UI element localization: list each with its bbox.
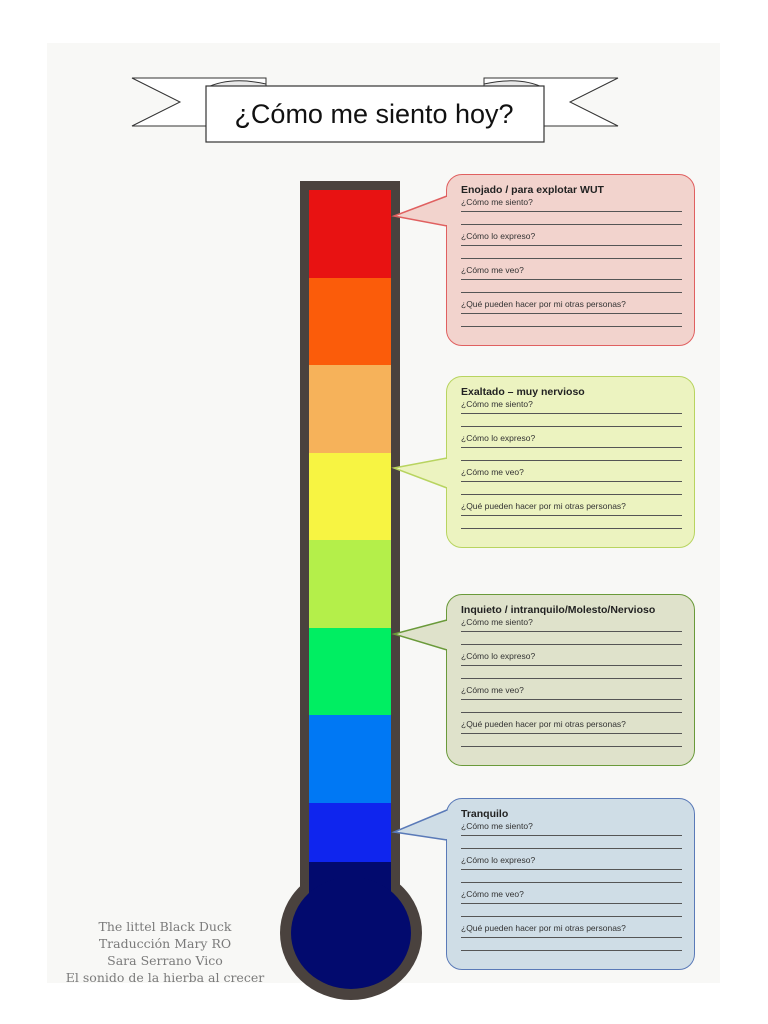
callout-pointer <box>394 376 454 548</box>
question-text: ¿Cómo me siento? <box>461 399 533 409</box>
callout-question <box>461 923 682 957</box>
answer-line[interactable] <box>461 211 682 212</box>
callout-question <box>461 821 682 855</box>
question-text: ¿Qué pueden hacer por mi otras personas? <box>461 923 626 933</box>
callout-question <box>461 299 682 333</box>
question-text: ¿Cómo me veo? <box>461 467 524 477</box>
question-text: ¿Cómo lo expreso? <box>461 433 536 443</box>
answer-line[interactable] <box>461 712 682 713</box>
question-text: ¿Qué pueden hacer por mi otras personas? <box>461 719 626 729</box>
answer-line[interactable] <box>461 528 682 529</box>
answer-line[interactable] <box>461 515 682 516</box>
question-text: ¿Cómo me siento? <box>461 197 533 207</box>
callout-question <box>461 651 682 685</box>
question-text: ¿Cómo me veo? <box>461 685 524 695</box>
credit-line: Sara Serrano Vico <box>107 953 223 968</box>
callout-heading: Enojado / para explotar WUT <box>461 184 604 196</box>
question-text: ¿Cómo me veo? <box>461 889 524 899</box>
credits <box>60 918 270 986</box>
answer-line[interactable] <box>461 937 682 938</box>
credit-line: El sonido de la hierba al crecer <box>65 970 265 985</box>
callout-question <box>461 719 682 753</box>
answer-line[interactable] <box>461 733 682 734</box>
answer-line[interactable] <box>461 426 682 427</box>
thermometer-segment <box>309 628 391 716</box>
callout-question <box>461 685 682 719</box>
callout-question <box>461 197 682 231</box>
question-text: ¿Cómo lo expreso? <box>461 651 536 661</box>
question-text: ¿Qué pueden hacer por mi otras personas? <box>461 299 626 309</box>
answer-line[interactable] <box>461 494 682 495</box>
question-text: ¿Cómo lo expreso? <box>461 855 536 865</box>
answer-line[interactable] <box>461 916 682 917</box>
answer-line[interactable] <box>461 903 682 904</box>
answer-line[interactable] <box>461 447 682 448</box>
question-text: ¿Qué pueden hacer por mi otras personas? <box>461 501 626 511</box>
answer-line[interactable] <box>461 631 682 632</box>
callout-heading: Exaltado – muy nervioso <box>461 386 585 398</box>
callout-box <box>446 174 695 346</box>
answer-line[interactable] <box>461 245 682 246</box>
page-title: ¿Cómo me siento hoy? <box>234 98 514 129</box>
answer-line[interactable] <box>461 292 682 293</box>
answer-line[interactable] <box>461 950 682 951</box>
answer-line[interactable] <box>461 313 682 314</box>
thermometer-segment <box>309 365 391 453</box>
answer-line[interactable] <box>461 413 682 414</box>
thermometer-segment <box>309 540 391 628</box>
question-text: ¿Cómo me siento? <box>461 617 533 627</box>
callout-pointer <box>394 798 454 970</box>
answer-line[interactable] <box>461 699 682 700</box>
credit-line: The littel Black Duck <box>98 919 232 934</box>
thermometer-segment <box>309 190 391 278</box>
callout-pointer <box>394 594 454 766</box>
callout-question <box>461 399 682 433</box>
callout-box <box>446 376 695 548</box>
answer-line[interactable] <box>461 848 682 849</box>
answer-line[interactable] <box>461 481 682 482</box>
callout-pointer <box>394 174 454 346</box>
question-text: ¿Cómo lo expreso? <box>461 231 536 241</box>
callout-box <box>446 594 695 766</box>
answer-line[interactable] <box>461 665 682 666</box>
thermometer-segment <box>309 453 391 541</box>
callout-box <box>446 798 695 970</box>
callout-heading: Inquieto / intranquilo/Molesto/Nervioso <box>461 604 656 616</box>
question-text: ¿Cómo me siento? <box>461 821 533 831</box>
answer-line[interactable] <box>461 258 682 259</box>
answer-line[interactable] <box>461 224 682 225</box>
thermometer-bulb <box>291 877 411 989</box>
answer-line[interactable] <box>461 869 682 870</box>
callout-question <box>461 855 682 889</box>
callout-heading: Tranquilo <box>461 808 509 820</box>
answer-line[interactable] <box>461 678 682 679</box>
callout-question <box>461 501 682 535</box>
callout-question <box>461 617 682 651</box>
answer-line[interactable] <box>461 460 682 461</box>
answer-line[interactable] <box>461 835 682 836</box>
answer-line[interactable] <box>461 644 682 645</box>
thermometer-segment <box>309 715 391 803</box>
answer-line[interactable] <box>461 882 682 883</box>
callout-question <box>461 265 682 299</box>
answer-line[interactable] <box>461 746 682 747</box>
callout-question <box>461 467 682 501</box>
callout-question <box>461 889 682 923</box>
thermometer-segment <box>309 278 391 366</box>
answer-line[interactable] <box>461 279 682 280</box>
answer-line[interactable] <box>461 326 682 327</box>
callout-question <box>461 231 682 265</box>
question-text: ¿Cómo me veo? <box>461 265 524 275</box>
callout-question <box>461 433 682 467</box>
credit-line: Traducción Mary RO <box>98 936 232 951</box>
